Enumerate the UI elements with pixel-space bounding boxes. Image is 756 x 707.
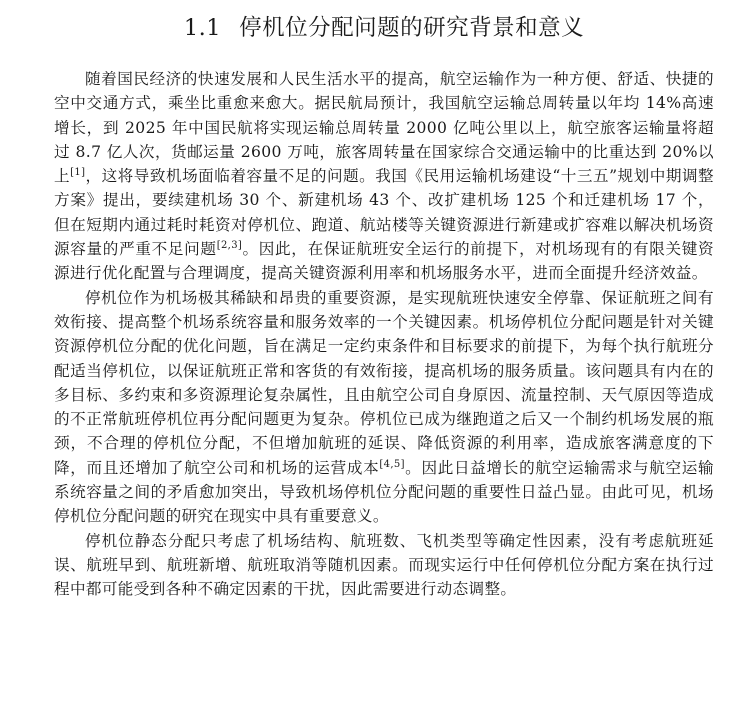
citation-ref: [1]	[70, 167, 86, 178]
citation-ref: [4,5]	[379, 458, 405, 470]
citation-ref: [2,3]	[216, 239, 243, 251]
section-heading	[54, 12, 714, 44]
paragraph-text: 随着国民经济的快速发展和人民生活水平的提高，航空运输作为一种方便、舒适、快捷的空中交通方式，乘坐比重愈来愈大。据民航局预计，我国航空运输总周转量以年均 14%高速增长，到 2025 年中国民航将实现运输总周转量 2000 亿吨公里以上，航空旅客运输量将超过 8.7 亿人次，货邮运量 2600 万吨，旅客周转量在国家综合交通运输中的比重达到 20%以上	[54, 70, 714, 186]
paragraph-background	[54, 67, 714, 286]
paragraph-text: 。因此，在保证航班安全运行的前提下，对机场现有的有限关键资源进行优化配置与合理调度，提高关键资源利用率和机场服务水平，进而全面提升经济效益。	[54, 240, 714, 283]
paragraph-text: 。因此日益增长的航空运输需求与航空运输系统容量之间的矛盾愈加突出，导致机场停机位分配问题的重要性日益凸显。由此可见，机场停机位分配问题的研究在现实中具有重要意义。	[54, 458, 714, 526]
paragraph-significance	[54, 286, 714, 529]
section-number: 1.1	[183, 15, 222, 41]
paragraph-text: 停机位静态分配只考虑了机场结构、航班数、飞机类型等确定性因素，没有考虑航班延误、航班早到、航班新增、航班取消等随机因素。而现实运行中任何停机位分配方案在执行过程中都可能受到各种不确定因素的干扰，因此需要进行动态调整。	[54, 531, 714, 599]
paragraph-static-allocation	[54, 529, 714, 602]
body-text	[54, 67, 714, 602]
paragraph-text: 停机位作为机场极其稀缺和昂贵的重要资源，是实现航班快速安全停靠、保证航班之间有效衔接、提高整个机场系统容量和服务效率的一个关键因素。机场停机位分配问题是针对关键资源停机位分配的优化问题，旨在满足一定约束条件和目标要求的前提下，为每个执行航班分配适当停机位，以保证航班正常和客货的有效衔接，提高机场的服务质量。该问题具有内在的多目标、多约束和多资源理论复杂属性，且由航空公司自身原因、流量控制、天气原因等造成的不正常航班停机位再分配问题更为复杂。停机位已成为继跑道之后又一个制约机场发展的瓶颈，不合理的停机位分配，不但增加航班的延误、降低资源的利用率，造成旅客满意度的下降，而且还增加了航空公司和机场的运营成本	[54, 288, 714, 477]
section-title: 停机位分配问题的研究背景和意义	[239, 15, 585, 41]
paragraph-text: ，这将导致机场面临着容量不足的问题。我国《民用运输机场建设“十三五”规划中期调整方案》提出，要续建机场 30 个、新建机场 43 个、改扩建机场 125 个和迁建机场 17 个，但在短期内通过耗时耗资对停机位、跑道、航站楼等关键资源进行新建或扩容难以解决机场资源容量的严重不足问题	[54, 167, 714, 259]
